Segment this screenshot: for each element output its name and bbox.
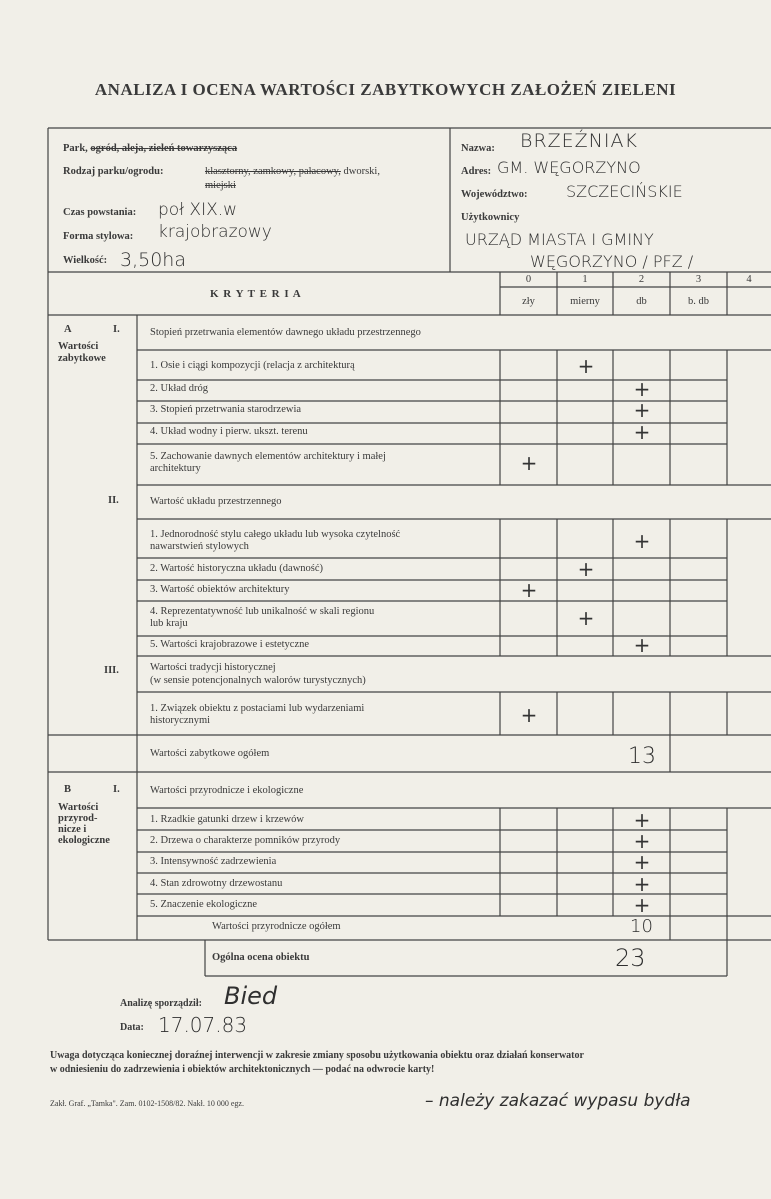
uzytkownicy-value-1: URZĄD MIASTA I GMINY (465, 230, 654, 249)
score-mark: + (633, 529, 651, 553)
section-b-total-label: Wartości przyrodnicze ogółem (212, 921, 341, 932)
criterion-label: 1. Związek obiektu z postaciami lub wydarzeniami historycznymi (150, 703, 365, 726)
criterion-label: 2. Układ dróg (150, 383, 209, 394)
forma-label: Forma stylowa: (63, 231, 134, 242)
scale-number-2: 2 (638, 274, 645, 285)
section-b-name: Wartości przyrod- nicze i ekologiczne (58, 802, 110, 846)
scale-word-1: mierny (570, 296, 600, 307)
kryteria-label: K R Y T E R I A (210, 288, 302, 300)
section-b-roman: I. (113, 784, 120, 795)
section-a-group3-roman: III. (104, 665, 119, 676)
group2-title: Wartość układu przestrzennego (150, 496, 282, 507)
criterion-label: 5. Zachowanie dawnych elementów architektury i małej architektury (150, 451, 386, 474)
wojewodztwo-value: SZCZECIŃSKIE (566, 182, 683, 201)
criterion-label: 4. Stan zdrowotny drzewostanu (150, 878, 283, 889)
criterion-label: 1. Rzadkie gatunki drzew i krzewów (150, 814, 304, 825)
wojewodztwo-label: Województwo: (461, 189, 528, 200)
analiza-signature: Bied (224, 982, 278, 1010)
criterion-label: 3. Stopień przetrwania starodrzewia (150, 404, 302, 415)
rodzaj-options: klasztorny, zamkowy, pałacowy, dworski, (205, 166, 380, 177)
analiza-label: Analizę sporządził: (120, 998, 202, 1009)
handwritten-note: – należy zakazać wypasu bydła (425, 1091, 691, 1111)
czas-label: Czas powstania: (63, 207, 137, 218)
score-mark: + (633, 377, 651, 401)
overall-label: Ogólna ocena obiektu (212, 952, 310, 963)
criterion-label: 1. Osie i ciągi kompozycji (relacja z architekturą (150, 360, 355, 371)
group3-title-1: Wartości tradycji historycznej (150, 662, 276, 673)
data-label: Data: (120, 1022, 144, 1033)
criterion-label: 3. Intensywność zadrzewienia (150, 856, 277, 867)
wielkosc-value: 3,50ha (120, 249, 186, 271)
criterion-label: 1. Jednorodność stylu całego układu lub wysoka czytelność nawarstwień stylowych (150, 529, 401, 552)
scale-word-3: b. db (688, 296, 709, 307)
criterion-label: 5. Znaczenie ekologiczne (150, 899, 257, 910)
score-mark: + (520, 451, 538, 475)
group3-title-2: (w sensie potencjonalnych walorów turystycznych) (150, 675, 366, 686)
section-b-title: Wartości przyrodnicze i ekologiczne (150, 785, 304, 796)
rodzaj-miejski: miejski (205, 180, 236, 191)
print-info: Zakł. Graf. „Tamka". Zam. 0102-1508/82. Nakł. 10 000 egz. (50, 1099, 244, 1108)
rodzaj-label: Rodzaj parku/ogrodu: (63, 166, 164, 177)
data-value: 17.07.83 (158, 1013, 248, 1037)
section-b-total-value: 10 (630, 916, 653, 937)
adres-label: Adres: (461, 166, 492, 177)
score-mark: + (633, 850, 651, 874)
section-b-letter: B (64, 784, 72, 795)
score-mark: + (633, 829, 651, 853)
criterion-label: 4. Układ wodny i pierw. ukszt. terenu (150, 426, 308, 437)
criterion-label: 2. Drzewa o charakterze pomników przyrody (150, 835, 341, 846)
criterion-label: 3. Wartość obiektów architektury (150, 584, 290, 595)
section-a-letter: A (64, 324, 72, 335)
criterion-label: 5. Wartości krajobrazowe i estetyczne (150, 639, 310, 650)
uwaga-line-2: w odniesieniu do zadrzewienia i obiektów architektonicznych — podać na odwrocie karty! (50, 1064, 435, 1075)
forma-value: krajobrazowy (158, 222, 272, 242)
uzytkownicy-label: Użytkownicy (461, 212, 520, 223)
scale-number-0: 0 (525, 274, 532, 285)
group1-title: Stopień przetrwania elementów dawnego układu przestrzennego (150, 327, 421, 338)
overall-value: 23 (615, 944, 646, 972)
scale-number-1: 1 (582, 274, 588, 285)
score-mark: + (633, 398, 651, 422)
nazwa-value: BRZEŹNIAK (520, 130, 638, 152)
scale-word-0: zły (522, 296, 535, 307)
criterion-label: 2. Wartość historyczna układu (dawność) (150, 563, 324, 574)
czas-value: poł XIX.w (158, 200, 238, 220)
score-mark: + (520, 578, 538, 602)
score-mark: + (633, 872, 651, 896)
score-mark: + (633, 420, 651, 444)
form-title: ANALIZA I OCENA WARTOŚCI ZABYTKOWYCH ZAŁOŻEŃ ZIELENI (94, 80, 677, 99)
score-mark: + (633, 893, 651, 917)
scale-number-3: 3 (695, 274, 702, 285)
park-type-label: Park, ogród, aleja, zieleń towarzysząca (63, 143, 238, 154)
score-mark: + (633, 808, 651, 832)
uwaga-line-1: Uwaga dotycząca koniecznej doraźnej interwencji w zakresie zmiany sposobu użytkowania obiektu oraz działań konserwator (50, 1050, 584, 1061)
nazwa-label: Nazwa: (461, 143, 495, 154)
uzytkownicy-value-2: WĘGORZYNO / PFZ / (530, 252, 694, 271)
score-mark: + (520, 703, 538, 727)
score-mark: + (577, 606, 595, 630)
section-a-roman: I. (113, 324, 120, 335)
score-mark: + (577, 354, 595, 378)
criterion-label: 4. Reprezentatywność lub unikalność w skali regionu lub kraju (150, 606, 375, 629)
adres-value: GM. WĘGORZYNO (497, 158, 641, 177)
section-a-total-label: Wartości zabytkowe ogółem (150, 748, 270, 759)
section-a-group2-roman: II. (108, 495, 119, 506)
score-mark: + (633, 633, 651, 657)
scale-word-2: db (636, 296, 647, 307)
section-a-total-value: 13 (628, 744, 656, 769)
section-a-name: Wartości zabytkowe (58, 341, 106, 364)
score-mark: + (577, 557, 595, 581)
scale-number-4: 4 (746, 274, 752, 285)
wielkosc-label: Wielkość: (63, 255, 108, 266)
